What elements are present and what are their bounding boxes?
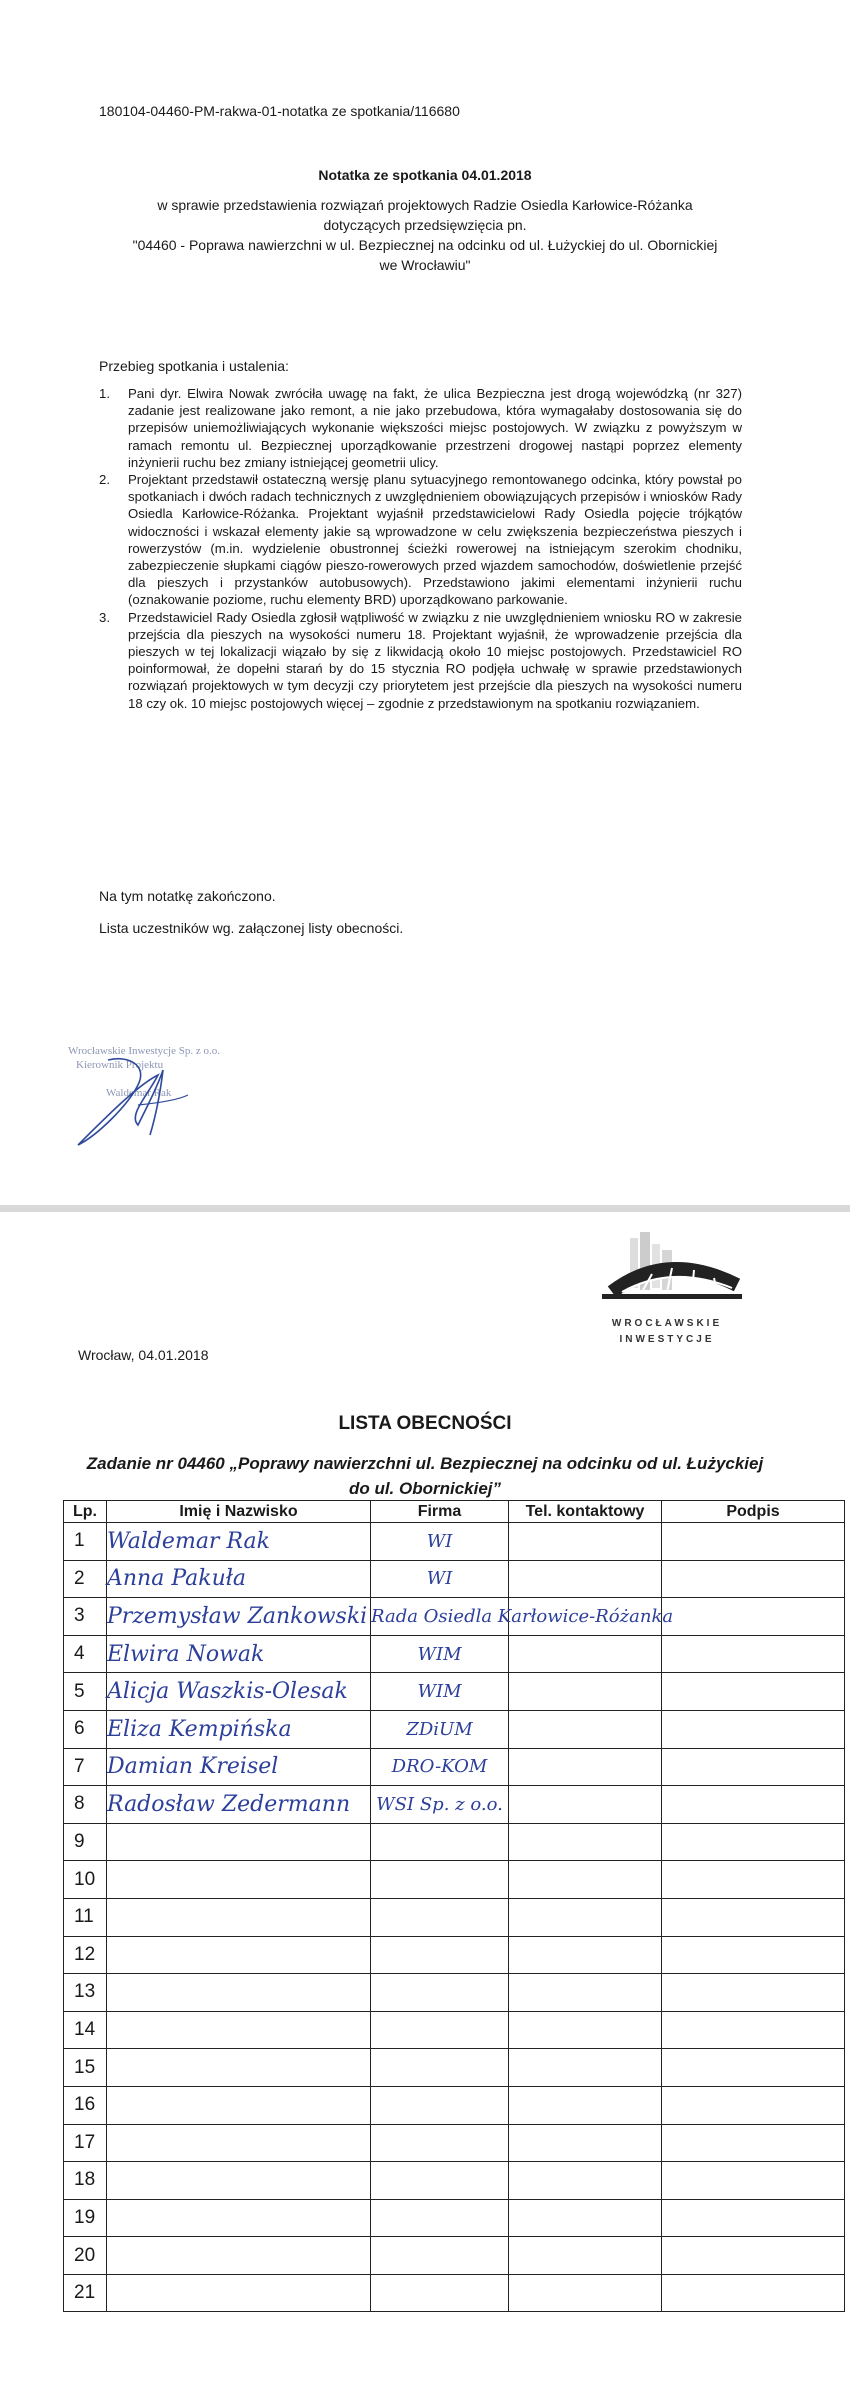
- item-text: Przedstawiciel Rady Osiedla zgłosił wątpliwość w związku z nie uwzględnieniem wniosku RO w zakresie przejścia dla pieszych na wysokości numeru 18. Projektant wyjaśnił, że wprowadzenie przejścia dla pieszych w tej lokalizacji wiązało by się z likwidacją około 10 miejsc postojowych. Przedstawiciel RO poinformował, że dopełni starań by do 15 stycznia RO podjęła uchwałę w sprawie przedstawionych rozwiązań projektowych w tym decyzji czy priorytetem jest przejście dla pieszych na wysokości numeru 18 czy ok. 10 miejsc postojowych więcej – zgodnie z przedstawionym na spotkaniu rozwiązaniem.: [128, 609, 742, 711]
- attendee-firm: WIM: [371, 1673, 509, 1711]
- attendee-firm: [371, 2162, 509, 2200]
- attendee-firm: [371, 1823, 509, 1861]
- table-row: [64, 1974, 845, 2012]
- attendee-signature: [662, 1898, 845, 1936]
- attendee-firm: [371, 2274, 509, 2312]
- row-number: 9: [64, 1823, 107, 1861]
- attendee-name: [107, 2274, 371, 2312]
- attendee-name: [107, 1861, 371, 1899]
- attendee-name: Przemysław Zankowski: [107, 1598, 371, 1636]
- table-row: [64, 1936, 845, 1974]
- attendee-signature: [662, 1560, 845, 1598]
- table-row: [64, 2237, 845, 2275]
- wroclawskie-inwestycje-logo: [582, 1230, 752, 1360]
- logo-text-line1: WROCŁAWSKIE: [611, 1318, 723, 1329]
- stamp-company: Wrocławskie Inwestycje Sp. z o.o.: [68, 1045, 220, 1057]
- attendee-signature: [662, 2011, 845, 2049]
- attendee-signature: [662, 1823, 845, 1861]
- attendee-name: [107, 1974, 371, 2012]
- attendee-name: Waldemar Rak: [107, 1523, 371, 1561]
- row-number: 4: [64, 1635, 107, 1673]
- item-number: 2.: [99, 472, 110, 488]
- attendee-firm: WI: [371, 1523, 509, 1561]
- title-block: [100, 165, 750, 275]
- table-row: [64, 2274, 845, 2312]
- attendee-name: Alicja Waszkis-Olesak: [107, 1673, 371, 1711]
- minutes-item: [99, 609, 742, 712]
- row-number: 8: [64, 1786, 107, 1824]
- attendee-name: [107, 2086, 371, 2124]
- subtitle-line: we Wrocławiu": [379, 257, 471, 273]
- attendee-signature: [662, 1748, 845, 1786]
- row-number: 11: [64, 1898, 107, 1936]
- attendee-firm: [371, 2124, 509, 2162]
- table-row: [64, 1898, 845, 1936]
- attendee-signature: [662, 1974, 845, 2012]
- section-heading: Przebieg spotkania i ustalenia:: [99, 358, 289, 374]
- row-number: 13: [64, 1974, 107, 2012]
- attendee-phone: [509, 1861, 662, 1899]
- table-row: [64, 1598, 845, 1636]
- attendee-phone: [509, 1786, 662, 1824]
- attendee-firm: Rada Osiedla Karłowice-Różanka: [371, 1598, 509, 1636]
- attendee-signature: [662, 1710, 845, 1748]
- attendee-signature: [662, 1598, 845, 1636]
- attendee-phone: [509, 1823, 662, 1861]
- attendee-phone: [509, 2049, 662, 2087]
- attendee-name: [107, 2011, 371, 2049]
- signature-stamp: [68, 1045, 228, 1195]
- table-header-row: [64, 1501, 845, 1523]
- table-row: [64, 1786, 845, 1824]
- table-row: [64, 1710, 845, 1748]
- row-number: 16: [64, 2086, 107, 2124]
- attendee-signature: [662, 1523, 845, 1561]
- closing-text: Na tym notatkę zakończono.: [99, 888, 276, 904]
- task-title: [60, 1451, 790, 1501]
- attendee-name: [107, 2162, 371, 2200]
- column-header-firm: Firma: [371, 1501, 509, 1523]
- attendee-firm: WSI Sp. z o.o.: [371, 1786, 509, 1824]
- subtitle-line: w sprawie przedstawienia rozwiązań projektowych Radzie Osiedla Karłowice-Różanka: [157, 197, 693, 213]
- attendee-phone: [509, 1560, 662, 1598]
- attendee-name: Damian Kreisel: [107, 1748, 371, 1786]
- attendee-firm: [371, 1861, 509, 1899]
- row-number: 7: [64, 1748, 107, 1786]
- attendee-firm: DRO-KOM: [371, 1748, 509, 1786]
- stamp-name: Waldemar Rak: [106, 1087, 172, 1099]
- row-number: 3: [64, 1598, 107, 1636]
- bridge-logo-icon: [582, 1230, 752, 1315]
- handwritten-signature: [68, 1045, 228, 1195]
- table-row: [64, 2162, 845, 2200]
- attendee-phone: [509, 2274, 662, 2312]
- attendee-name: [107, 1823, 371, 1861]
- row-number: 2: [64, 1560, 107, 1598]
- place-date: Wrocław, 04.01.2018: [78, 1347, 209, 1363]
- attendee-phone: [509, 1898, 662, 1936]
- minutes-item: [99, 385, 742, 471]
- table-row: [64, 1748, 845, 1786]
- attendee-signature: [662, 2199, 845, 2237]
- attendee-firm: ZDiUM: [371, 1710, 509, 1748]
- row-number: 15: [64, 2049, 107, 2087]
- item-number: 3.: [99, 609, 110, 625]
- attendee-signature: [662, 1861, 845, 1899]
- attendee-firm: [371, 2049, 509, 2087]
- attendee-name: Anna Pakuła: [107, 1560, 371, 1598]
- attendee-signature: [662, 2162, 845, 2200]
- column-header-signature: Podpis: [662, 1501, 845, 1523]
- subtitle-line: "04460 - Poprawa nawierzchni w ul. Bezpiecznej na odcinku od ul. Łużyckiej do ul. Obornickiej: [132, 237, 718, 253]
- attendee-phone: [509, 2162, 662, 2200]
- attendee-signature: [662, 1673, 845, 1711]
- attendee-firm: WIM: [371, 1635, 509, 1673]
- attendee-name: Radosław Zedermann: [107, 1786, 371, 1824]
- stamp-role: Kierownik Projektu: [76, 1059, 164, 1071]
- attendance-note: Lista uczestników wg. załączonej listy obecności.: [99, 920, 404, 936]
- item-text: Projektant przedstawił ostateczną wersję planu sytuacyjnego remontowanego odcinka, który powstał po spotkaniach i dwóch radach technicznych z uwzględnieniem obowiązujących przepisów i wniosków Rady Osiedla Karłowice-Różanka. Projektant wyjaśnił przedstawicielowi Rady Osiedla pojęcie trójkątów widoczności i wskazał elementy jakie są wprowadzone w celu zwiększenia bezpieczeństwa pieszych i rowerzystów (m.in. wydzielenie obustronnej ścieżki rowerowej na istniejącym szerokim chodniku, zabezpieczenie słupkami ciągów pieszo-rowerowych przed wjazdem samochodów, doświetlenie przejść dla pieszych i przystanków autobusowych). Przedstawiono jakimi elementami inżynierii ruchu (oznakowanie poziome, ruchu elementy BRD) uporządkowano parkowanie.: [128, 472, 742, 608]
- attendee-name: [107, 2199, 371, 2237]
- attendee-phone: [509, 1936, 662, 1974]
- attendee-name: Eliza Kempińska: [107, 1710, 371, 1748]
- table-row: [64, 1861, 845, 1899]
- attendee-firm: [371, 2011, 509, 2049]
- row-number: 1: [64, 1523, 107, 1561]
- table-row: [64, 1673, 845, 1711]
- attendee-phone: [509, 1523, 662, 1561]
- attendee-name: [107, 2049, 371, 2087]
- attendee-firm: [371, 1974, 509, 2012]
- attendee-name: Elwira Nowak: [107, 1635, 371, 1673]
- attendance-table: [63, 1500, 845, 2312]
- attendee-phone: [509, 2124, 662, 2162]
- attendee-signature: [662, 1936, 845, 1974]
- attendee-firm: [371, 2237, 509, 2275]
- attendee-name: [107, 1898, 371, 1936]
- attendee-phone: [509, 2086, 662, 2124]
- minutes-list: [99, 385, 742, 712]
- attendee-firm: WI: [371, 1560, 509, 1598]
- table-row: [64, 2011, 845, 2049]
- table-row: [64, 1823, 845, 1861]
- logo-text-line2: INWESTYCJE: [619, 1334, 715, 1345]
- row-number: 12: [64, 1936, 107, 1974]
- row-number: 21: [64, 2274, 107, 2312]
- document-title: Notatka ze spotkania 04.01.2018: [318, 167, 532, 183]
- table-row: [64, 1560, 845, 1598]
- row-number: 18: [64, 2162, 107, 2200]
- attendee-name: [107, 2237, 371, 2275]
- attendee-firm: [371, 1936, 509, 1974]
- attendee-phone: [509, 2011, 662, 2049]
- attendee-name: [107, 2124, 371, 2162]
- task-title-line2: do ul. Obornickiej”: [348, 1479, 502, 1498]
- row-number: 17: [64, 2124, 107, 2162]
- row-number: 5: [64, 1673, 107, 1711]
- attendance-heading: LISTA OBECNOŚCI: [338, 1413, 512, 1434]
- row-number: 20: [64, 2237, 107, 2275]
- table-row: [64, 1523, 845, 1561]
- table-row: [64, 2199, 845, 2237]
- attendee-signature: [662, 2086, 845, 2124]
- attendee-signature: [662, 1635, 845, 1673]
- column-header-name: Imię i Nazwisko: [107, 1501, 371, 1523]
- attendee-phone: [509, 1710, 662, 1748]
- attendee-phone: [509, 2199, 662, 2237]
- row-number: 14: [64, 2011, 107, 2049]
- document-reference: 180104-04460-PM-rakwa-01-notatka ze spotkania/116680: [99, 103, 460, 119]
- attendee-name: [107, 1936, 371, 1974]
- attendee-signature: [662, 1786, 845, 1824]
- item-text: Pani dyr. Elwira Nowak zwróciła uwagę na fakt, że ulica Bezpieczna jest drogą wojewódzką (nr 327) zadanie jest realizowane jako remont, a nie jako przebudowa, która wymagałaby dostosowania się do przepisów uniemożliwiających wykonanie większości miejsc postojowych. W związku z powyższym w ramach remontu ul. Bezpiecznej uporządkowanie przestrzeni drogowej nastąpi poprzez elementy inżynierii ruchu bez zmiany istniejącej geometrii ulicy.: [128, 386, 742, 470]
- attendee-phone: [509, 1673, 662, 1711]
- minutes-item: [99, 471, 742, 609]
- attendee-signature: [662, 2049, 845, 2087]
- attendee-phone: [509, 1974, 662, 2012]
- row-number: 6: [64, 1710, 107, 1748]
- attendee-signature: [662, 2124, 845, 2162]
- attendee-signature: [662, 2237, 845, 2275]
- attendee-firm: [371, 2199, 509, 2237]
- table-row: [64, 2049, 845, 2087]
- table-row: [64, 2124, 845, 2162]
- table-row: [64, 2086, 845, 2124]
- item-number: 1.: [99, 386, 110, 401]
- subtitle-line: dotyczących przedsięwzięcia pn.: [323, 217, 527, 233]
- row-number: 19: [64, 2199, 107, 2237]
- attendee-phone: [509, 1748, 662, 1786]
- table-row: [64, 1635, 845, 1673]
- task-title-line1: Zadanie nr 04460 „Poprawy nawierzchni ul. Bezpiecznej na odcinku od ul. Łużyckiej: [86, 1454, 764, 1473]
- attendee-firm: [371, 2086, 509, 2124]
- column-header-lp: Lp.: [64, 1501, 107, 1523]
- attendee-signature: [662, 2274, 845, 2312]
- row-number: 10: [64, 1861, 107, 1899]
- attendee-phone: [509, 2237, 662, 2275]
- column-header-phone: Tel. kontaktowy: [509, 1501, 662, 1523]
- attendee-phone: [509, 1635, 662, 1673]
- attendee-firm: [371, 1898, 509, 1936]
